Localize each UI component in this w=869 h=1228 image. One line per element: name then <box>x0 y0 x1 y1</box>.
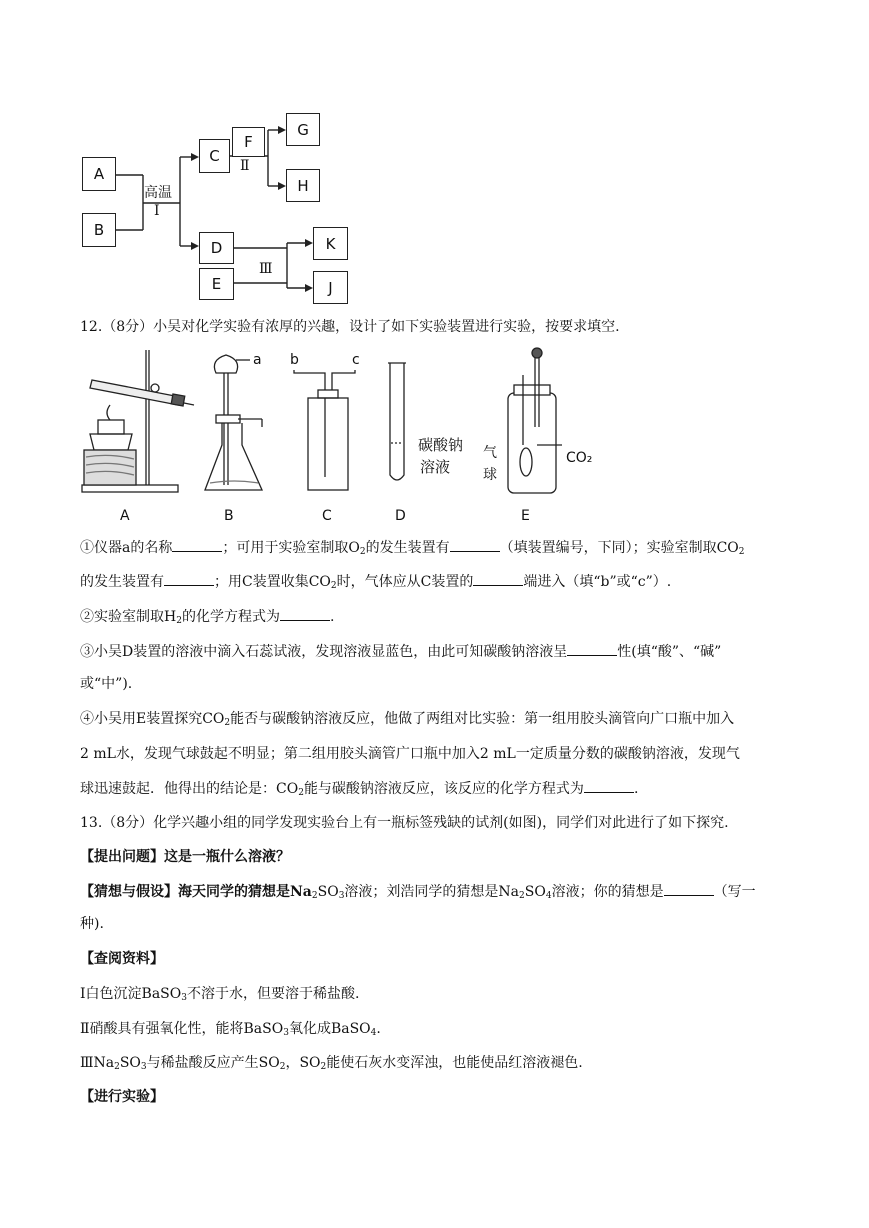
q12-part3-line1: ③小吴D装置的溶液中滴入石蕊试液，发现溶液显蓝色，由此可知碳酸钠溶液呈 性(填“酸”、“碱” <box>80 644 722 660</box>
q13-guess-line2: 种). <box>80 916 104 932</box>
label-b: b <box>290 352 299 368</box>
condition-high-temp: 高温 <box>144 185 172 201</box>
box-A: A <box>82 157 116 191</box>
answer-blank[interactable] <box>473 572 523 586</box>
box-E: E <box>199 268 234 300</box>
label-e-co2: CO₂ <box>566 450 593 466</box>
q12-part4-line2: 2 mL水，发现气球鼓起不明显；第二组用胶头滴管广口瓶中加入2 mL一定质量分数的碳酸钠溶液，发现气 <box>80 746 740 762</box>
q12-part4-line3: 球迅速鼓起．他得出的结论是：$CO_2$能与碳酸钠溶液反应，该反应的化学方程式为 . <box>80 781 639 798</box>
q13-ref1: Ⅰ白色沉淀BaSO$_3$不溶于水，但要溶于稀盐酸. <box>80 986 360 1003</box>
apparatus-label-D: D <box>395 508 406 524</box>
flowchart-connectors <box>0 0 869 310</box>
label-a: a <box>253 352 262 368</box>
q13-ask: 【提出问题】这是一瓶什么溶液？ <box>80 849 290 865</box>
box-F: F <box>232 127 265 157</box>
label-d-solution-2: 溶液 <box>420 458 451 476</box>
answer-blank[interactable] <box>172 538 222 552</box>
answer-blank[interactable] <box>164 572 214 586</box>
q12-part1-line2: 的发生装置有 ；用C装置收集$CO_2$时，气体应从C装置的 端进入（填“b”或“c”）. <box>80 574 672 591</box>
q13-stem: 13.（8分）化学兴趣小组的同学发现实验台上有一瓶标签残缺的试剂(如图)，同学们对此进行了如下探究. <box>80 815 729 831</box>
apparatus-label-A: A <box>120 508 130 524</box>
answer-blank[interactable] <box>664 882 714 896</box>
answer-blank[interactable] <box>584 779 634 793</box>
q13-ref3: $ⅢNa_2SO_3$与稀盐酸反应产生$SO_2$，$SO_2$能使石灰水变浑浊，也能使品红溶液褪色. <box>80 1055 583 1072</box>
label-e-balloon-1: 气 <box>483 445 497 461</box>
label-e-balloon-2: 球 <box>483 467 497 483</box>
q12-part3-line2: 或“中”). <box>80 676 133 692</box>
answer-blank[interactable] <box>280 607 330 621</box>
q12-part4-line1: ④小吴用E装置探究$CO_2$能否与碳酸钠溶液反应，他做了两组对比实验：第一组用胶头滴管向广口瓶中加入 <box>80 711 735 728</box>
answer-blank[interactable] <box>567 642 617 656</box>
q12-stem: 12.（8分）小吴对化学实验有浓厚的兴趣，设计了如下实验装置进行实验，按要求填空. <box>80 319 620 335</box>
condition-roman-2: Ⅱ <box>240 158 250 174</box>
q13-guess-line1: 【猜想与假设】海天同学的猜想是$Na_2SO_3$溶液；刘浩同学的猜想是$Na_2SO_4$溶液；你的猜想是 （写一 <box>80 884 756 901</box>
q12-part1-line1: ①仪器a的名称 ；可用于实验室制取$O_2$的发生装置有 （填装置编号，下同）；实验室制取$CO_2$ <box>80 540 745 557</box>
q13-ref2: Ⅱ硝酸具有强氧化性，能将BaSO$_3$氧化成BaSO$_4$. <box>80 1021 381 1038</box>
box-C: C <box>199 139 230 173</box>
condition-roman-3: Ⅲ <box>259 261 273 277</box>
apparatus-label-C: C <box>322 508 332 524</box>
box-D: D <box>199 232 234 264</box>
box-J: J <box>313 271 348 304</box>
apparatus-label-E: E <box>521 508 530 524</box>
label-d-solution-1: 碳酸钠 <box>418 436 464 454</box>
answer-blank[interactable] <box>450 538 500 552</box>
label-c: c <box>352 352 360 368</box>
q13-ref-head: 【查阅资料】 <box>80 951 164 967</box>
condition-roman-1: Ⅰ <box>154 203 160 219</box>
box-K: K <box>313 227 348 260</box>
box-H: H <box>286 169 320 202</box>
q13-exp-head: 【进行实验】 <box>80 1089 164 1105</box>
q12-part2: ②实验室制取$H_2$的化学方程式为 . <box>80 609 335 626</box>
box-G: G <box>286 113 320 146</box>
apparatus-label-B: B <box>224 508 234 524</box>
box-B: B <box>82 213 116 247</box>
